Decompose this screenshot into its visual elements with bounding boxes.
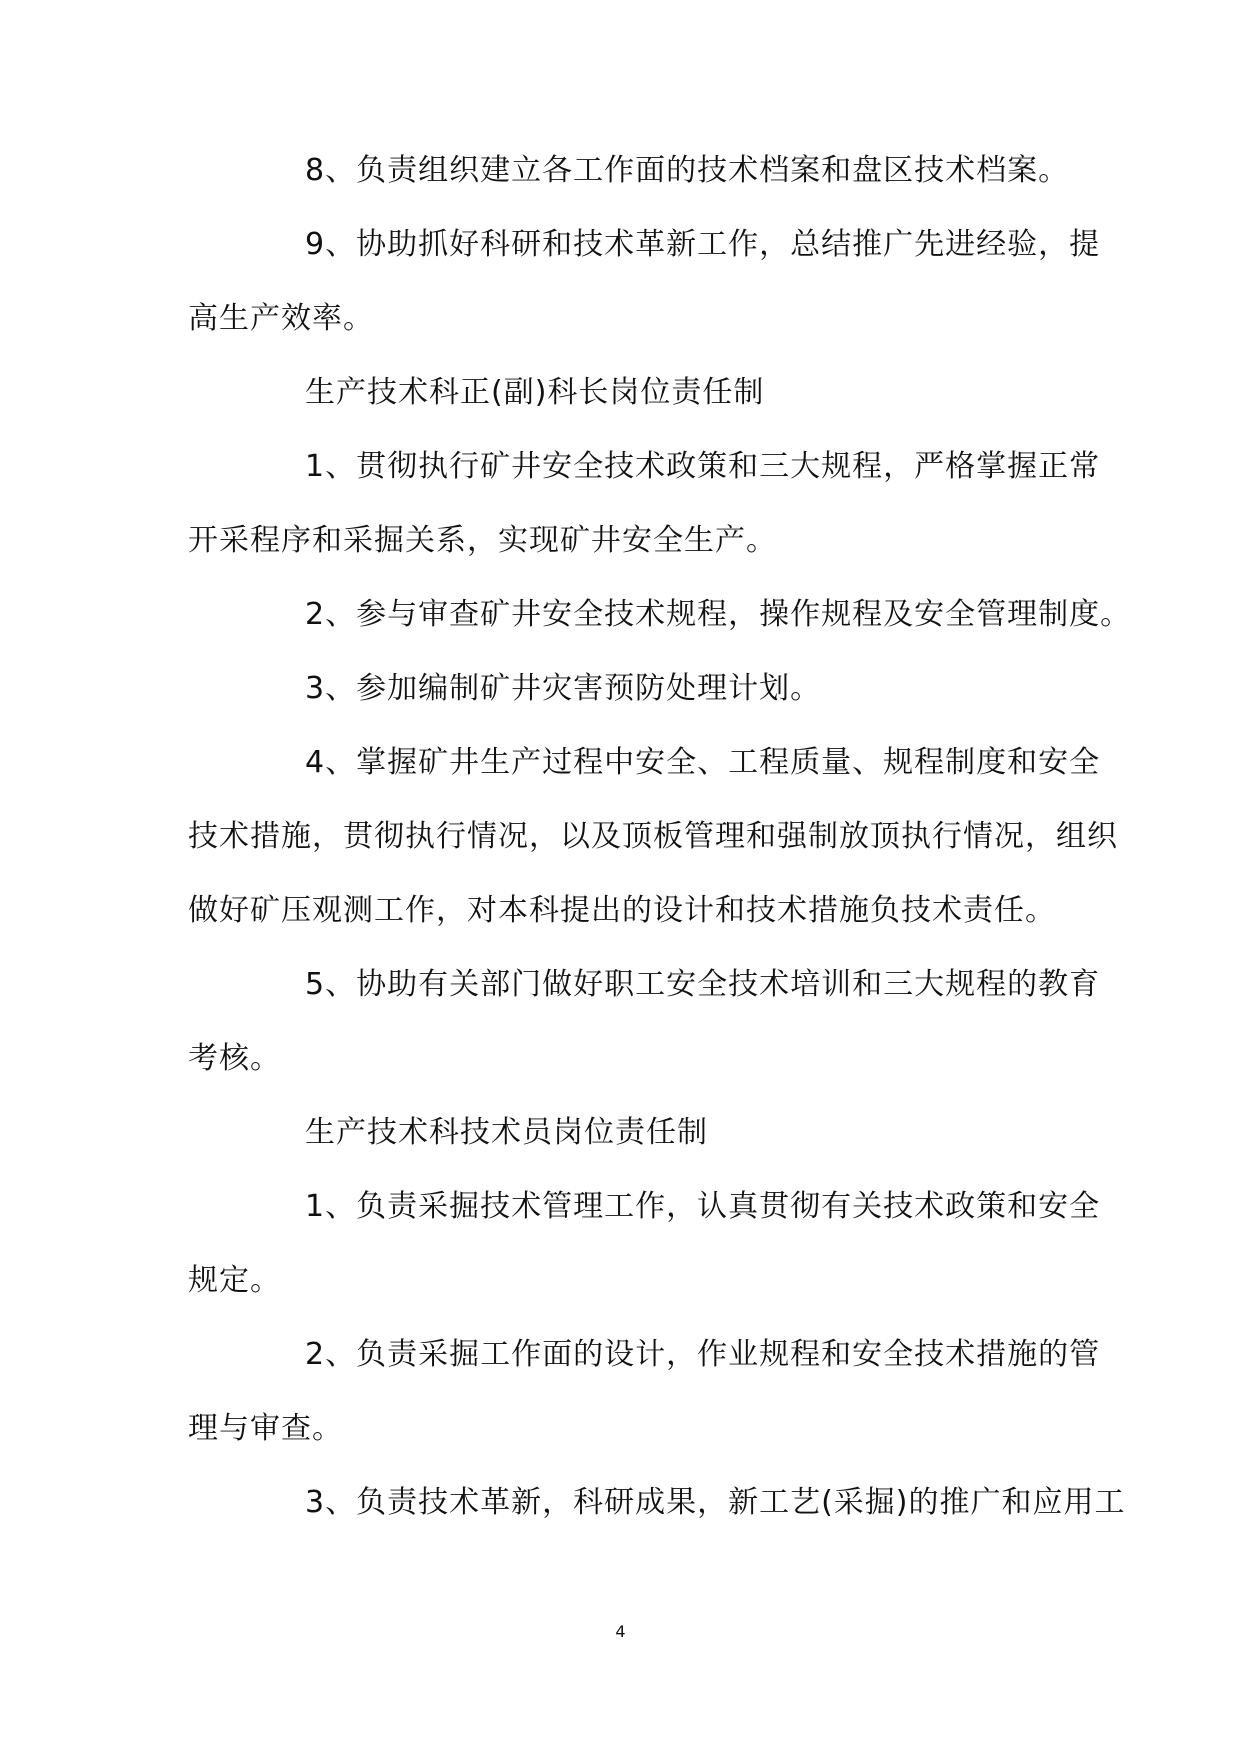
paragraph-tech-2-line-1: 2、负责采掘工作面的设计，作业规程和安全技术措施的管 xyxy=(305,1337,1101,1372)
paragraph-tech-1-line-2: 规定。 xyxy=(188,1263,281,1298)
page-number: 4 xyxy=(615,1622,626,1641)
section-heading-section-chief: 生产技术科正(副)科长岗位责任制 xyxy=(305,375,765,410)
paragraph-tech-2-line-2: 理与审查。 xyxy=(188,1411,343,1446)
paragraph-chief-4-line-2: 技术措施，贯彻执行情况，以及顶板管理和强制放顶执行情况，组织 xyxy=(188,819,1118,854)
section-heading-technician: 生产技术科技术员岗位责任制 xyxy=(305,1115,708,1150)
paragraph-chief-5-line-2: 考核。 xyxy=(188,1041,281,1076)
paragraph-tech-3-line-1: 3、负责技术革新，科研成果，新工艺(采掘)的推广和应用工 xyxy=(305,1485,1126,1520)
paragraph-tech-1-line-1: 1、负责采掘技术管理工作，认真贯彻有关技术政策和安全 xyxy=(305,1189,1101,1224)
paragraph-chief-3: 3、参加编制矿井灾害预防处理计划。 xyxy=(305,671,822,706)
paragraph-chief-1-line-1: 1、贯彻执行矿井安全技术政策和三大规程，严格掌握正常 xyxy=(305,449,1101,484)
paragraph-chief-2: 2、参与审查矿井安全技术规程，操作规程及安全管理制度。 xyxy=(305,597,1132,632)
paragraph-item-9-line-2: 高生产效率。 xyxy=(188,301,374,336)
paragraph-chief-5-line-1: 5、协助有关部门做好职工安全技术培训和三大规程的教育 xyxy=(305,967,1101,1002)
paragraph-chief-4-line-1: 4、掌握矿井生产过程中安全、工程质量、规程制度和安全 xyxy=(305,745,1101,780)
paragraph-item-8: 8、负责组织建立各工作面的技术档案和盘区技术档案。 xyxy=(305,153,1070,188)
paragraph-chief-1-line-2: 开采程序和采掘关系，实现矿井安全生产。 xyxy=(188,523,777,558)
paragraph-item-9-line-1: 9、协助抓好科研和技术革新工作，总结推广先进经验，提 xyxy=(305,227,1101,262)
paragraph-chief-4-line-3: 做好矿压观测工作，对本科提出的设计和技术措施负技术责任。 xyxy=(188,893,1056,928)
